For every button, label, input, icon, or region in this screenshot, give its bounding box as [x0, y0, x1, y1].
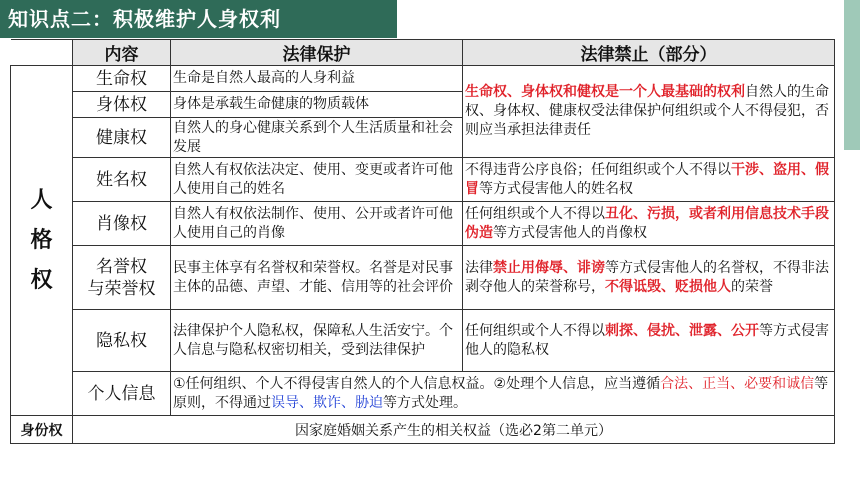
table-row	[11, 202, 835, 246]
row-name-privacy: 隐私权	[73, 310, 171, 372]
body-protection: 身体是承载生命健康的物质载体	[171, 92, 463, 118]
table-row	[11, 372, 835, 416]
row-name-name-right: 姓名权	[73, 158, 171, 202]
header-protection: 法律保护	[171, 40, 463, 66]
privacy-prohibition: 任何组织或个人不得以刺探、侵扰、泄露、公开等方式侵害他人的隐私权	[463, 310, 835, 372]
row-name-life: 生命权	[73, 66, 171, 92]
page-title: 知识点二：积极维护人身权利	[0, 0, 397, 38]
privacy-protection: 法律保护个人隐私权，保障私人生活安宁。个人信息与隐私权密切相关，受到法律保护	[171, 310, 463, 372]
identity-right-label: 身份权	[11, 416, 73, 444]
group1-prohibition: 生命权、身体权和健权是一个人最基础的权利自然人的生命权、身体权、健康权受法律保护何组织或个人不得侵犯，否则应当承担法律责任	[463, 66, 835, 158]
header-row	[11, 40, 835, 66]
rights-table	[10, 39, 835, 444]
health-protection: 自然人的身心健康关系到个人生活质量和社会发展	[171, 118, 463, 158]
table-row	[11, 310, 835, 372]
portrait-prohibition: 任何组织或个人不得以丑化、污损，或者利用信息技术手段伪造等方式侵害他人的肖像权	[463, 202, 835, 246]
header-prohibition: 法律禁止（部分）	[463, 40, 835, 66]
category-personality-rights: 人 格 权	[11, 66, 73, 416]
row-name-body: 身体权	[73, 92, 171, 118]
reputation-prohibition: 法律禁止用侮辱、诽谤等方式侵害他人的名誉权，不得非法剥夺他人的荣誉称号，不得诋毁、贬损他人的荣誉	[463, 246, 835, 310]
row-name-personal-info: 个人信息	[73, 372, 171, 416]
reputation-protection: 民事主体享有名誉权和荣誉权。名誉是对民事主体的品德、声望、才能、信用等的社会评价	[171, 246, 463, 310]
personal-info-text: ①任何组织、个人不得侵害自然人的个人信息权益。②处理个人信息，应当遵循合法、正当、必要和诚信等原则，不得通过误导、欺诈、胁迫等方式处理。	[171, 372, 835, 416]
identity-right-text: 因家庭婚姻关系产生的相关权益（选必2第二单元）	[73, 416, 835, 444]
name-protection: 自然人有权依法决定、使用、变更或者许可他人使用自己的姓名	[171, 158, 463, 202]
name-prohibition: 不得违背公序良俗；任何组织或个人不得以干涉、盗用、假冒等方式侵害他人的姓名权	[463, 158, 835, 202]
header-content: 内容	[73, 40, 171, 66]
row-name-reputation: 名誉权 与荣誉权	[73, 246, 171, 310]
table-row	[11, 246, 835, 310]
life-protection: 生命是自然人最高的人身利益	[171, 66, 463, 92]
portrait-protection: 自然人有权依法制作、使用、公开或者许可他人使用自己的肖像	[171, 202, 463, 246]
table-row	[11, 416, 835, 444]
row-name-portrait: 肖像权	[73, 202, 171, 246]
table-row	[11, 158, 835, 202]
table-row	[11, 66, 835, 92]
row-name-health: 健康权	[73, 118, 171, 158]
decorative-stripe	[844, 0, 860, 150]
